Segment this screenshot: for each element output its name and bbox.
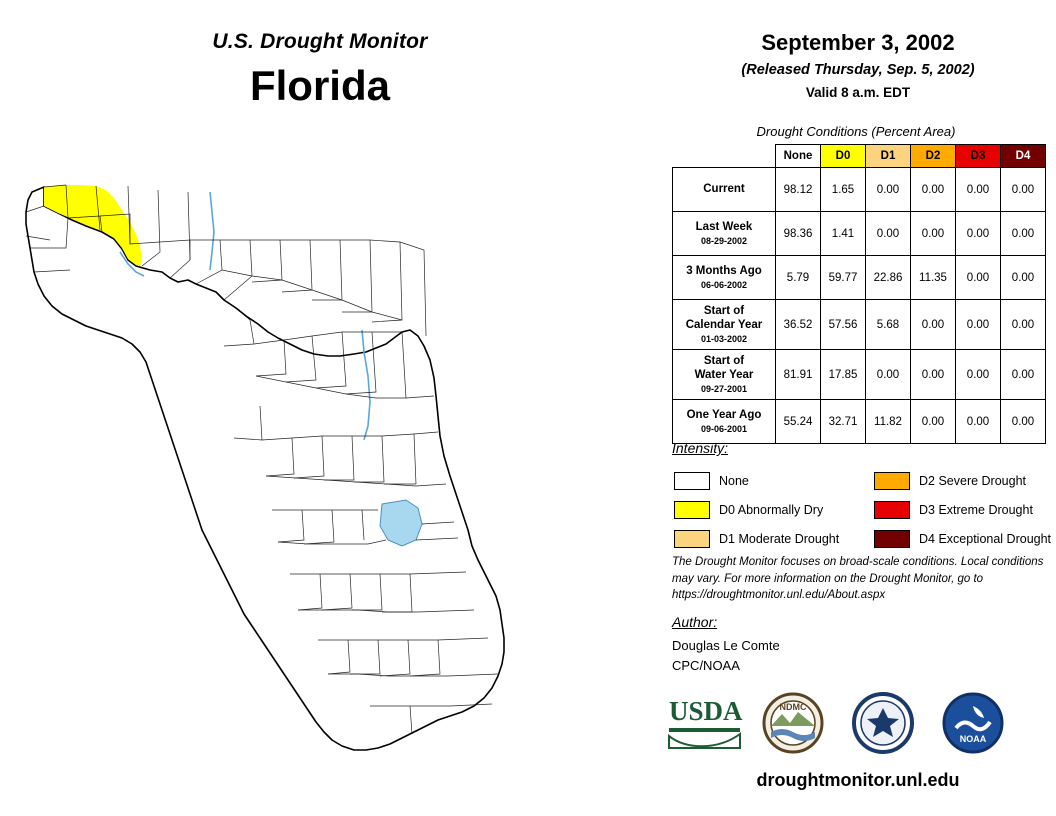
cell-oneyear-d1: 11.82 [866, 400, 911, 444]
legend-label-d2: D2 Severe Drought [919, 473, 1027, 488]
cell-wateryear-none: 81.91 [776, 350, 821, 400]
cell-oneyear-d2: 0.00 [911, 400, 956, 444]
author-info [672, 636, 780, 675]
cell-current-d3: 0.00 [956, 168, 1001, 212]
cell-lastweek-d3: 0.00 [956, 212, 1001, 256]
page-title-program: U.S. Drought Monitor [212, 30, 428, 53]
legend-swatch-d1 [674, 530, 710, 548]
legend-item-d0 [674, 497, 874, 522]
row-label-text-line2: Water Year [694, 369, 754, 382]
row-label-last-week [673, 212, 776, 256]
table-caption: Drought Conditions (Percent Area) [756, 124, 956, 139]
cell-oneyear-d0: 32.71 [821, 400, 866, 444]
table-corner-cell [673, 145, 776, 168]
table-row [673, 300, 1046, 350]
usda-logo [666, 692, 744, 759]
cell-oneyear-d3: 0.00 [956, 400, 1001, 444]
cell-3months-d3: 0.00 [956, 256, 1001, 300]
florida-drought-map [10, 140, 660, 770]
legend-label-d1: D1 Moderate Drought [719, 531, 840, 546]
legend-swatch-d2 [874, 472, 910, 490]
row-label-3-months-ago [673, 256, 776, 300]
legend-column-right [874, 468, 1056, 555]
cell-current-d1: 0.00 [866, 168, 911, 212]
legend-item-d3 [874, 497, 1056, 522]
table-row [673, 168, 1046, 212]
table-col-d1: D1 [866, 145, 911, 168]
page-title-state: Florida [249, 62, 390, 109]
cell-current-d0: 1.65 [821, 168, 866, 212]
legend-swatch-d0 [674, 501, 710, 519]
cell-3months-d0: 59.77 [821, 256, 866, 300]
row-label-current [673, 168, 776, 212]
cell-wateryear-d3: 0.00 [956, 350, 1001, 400]
row-label-date: 01-03-2002 [700, 333, 748, 344]
legend-swatch-d3 [874, 501, 910, 519]
legend-item-d2 [874, 468, 1056, 493]
noaa-logo-icon [942, 692, 1004, 754]
cell-lastweek-d0: 1.41 [821, 212, 866, 256]
table-row [673, 350, 1046, 400]
author-name: Douglas Le Comte [672, 638, 780, 653]
table-col-d4: D4 [1001, 145, 1046, 168]
cell-lastweek-d4: 0.00 [1001, 212, 1046, 256]
table-col-none: None [776, 145, 821, 168]
intensity-heading: Intensity: [672, 440, 729, 456]
cell-3months-d4: 0.00 [1001, 256, 1046, 300]
cell-oneyear-none: 55.24 [776, 400, 821, 444]
row-label-start-calendar-year [673, 300, 776, 350]
svg-text:NDMC: NDMC [779, 702, 807, 712]
cell-wateryear-d2: 0.00 [911, 350, 956, 400]
table-row [673, 212, 1046, 256]
row-label-date: 08-29-2002 [700, 235, 748, 246]
noaa-logo [942, 692, 1004, 759]
table-col-d0: D0 [821, 145, 866, 168]
legend-item-d4 [874, 526, 1056, 551]
ndmc-logo-icon [762, 692, 824, 754]
cell-3months-d2: 11.35 [911, 256, 956, 300]
legend-label-d3: D3 Extreme Drought [919, 502, 1033, 517]
usda-logo-icon [666, 692, 744, 754]
legend-swatch-none [674, 472, 710, 490]
cell-wateryear-d4: 0.00 [1001, 350, 1046, 400]
drought-conditions-table [672, 144, 1046, 444]
cell-3months-none: 5.79 [776, 256, 821, 300]
usda-seal-logo [852, 692, 914, 759]
cell-wateryear-d1: 0.00 [866, 350, 911, 400]
cell-calyear-d2: 0.00 [911, 300, 956, 350]
row-label-text: Current [703, 183, 745, 196]
valid-time: Valid 8 a.m. EDT [805, 85, 911, 100]
legend-label-d4: D4 Exceptional Drought [919, 531, 1052, 546]
logo-row [666, 692, 1050, 758]
usda-seal-icon [852, 692, 914, 754]
row-label-one-year-ago [673, 400, 776, 444]
cell-calyear-d0: 57.56 [821, 300, 866, 350]
release-date: (Released Thursday, Sep. 5, 2002) [741, 62, 975, 78]
table-row [673, 400, 1046, 444]
cell-3months-d1: 22.86 [866, 256, 911, 300]
table-header-row [673, 145, 1046, 168]
cell-calyear-none: 36.52 [776, 300, 821, 350]
cell-calyear-d3: 0.00 [956, 300, 1001, 350]
cell-calyear-d1: 5.68 [866, 300, 911, 350]
disclaimer-text: The Drought Monitor focuses on broad-scale conditions. Local conditions may vary. For more information on the Drought Monitor, go to https://droughtmonitor.unl.edu/About.aspx [672, 556, 1044, 602]
cell-current-d4: 0.00 [1001, 168, 1046, 212]
cell-current-d2: 0.00 [911, 168, 956, 212]
legend-item-none [674, 468, 874, 493]
cell-wateryear-d0: 17.85 [821, 350, 866, 400]
cell-lastweek-d2: 0.00 [911, 212, 956, 256]
row-label-start-water-year [673, 350, 776, 400]
legend-label-d0: D0 Abnormally Dry [719, 502, 824, 517]
florida-map-svg [10, 140, 660, 770]
row-label-text: One Year Ago [686, 409, 762, 422]
cell-current-none: 98.12 [776, 168, 821, 212]
legend-swatch-d4 [874, 530, 910, 548]
florida-outline-fill [26, 187, 504, 750]
legend-item-d1 [674, 526, 874, 551]
row-label-text-line1: Start of [703, 305, 745, 317]
author-heading: Author: [672, 614, 718, 630]
ndmc-logo [762, 692, 824, 759]
cell-oneyear-d4: 0.00 [1001, 400, 1046, 444]
table-col-d3: D3 [956, 145, 1001, 168]
author-affiliation: CPC/NOAA [672, 657, 740, 673]
row-label-text: Last Week [695, 221, 753, 234]
florida-state-shape [26, 187, 504, 750]
row-label-text-line2: Calendar Year [685, 319, 763, 332]
row-label-text: 3 Months Ago [686, 265, 762, 278]
row-label-date: 06-06-2002 [700, 279, 748, 290]
legend-label-none: None [719, 473, 749, 488]
cell-lastweek-d1: 0.00 [866, 212, 911, 256]
row-label-date: 09-27-2001 [700, 383, 748, 394]
table-col-d2: D2 [911, 145, 956, 168]
svg-text:USDA: USDA [669, 696, 743, 726]
cell-calyear-d4: 0.00 [1001, 300, 1046, 350]
cell-lastweek-none: 98.36 [776, 212, 821, 256]
row-label-text-line1: Start of [703, 355, 745, 367]
table-row [673, 256, 1046, 300]
website-url: droughtmonitor.unl.edu [756, 770, 960, 790]
map-date: September 3, 2002 [761, 30, 955, 55]
legend-column-left [674, 468, 874, 555]
svg-text:NOAA: NOAA [959, 734, 987, 744]
row-label-date: 09-06-2001 [700, 423, 748, 434]
